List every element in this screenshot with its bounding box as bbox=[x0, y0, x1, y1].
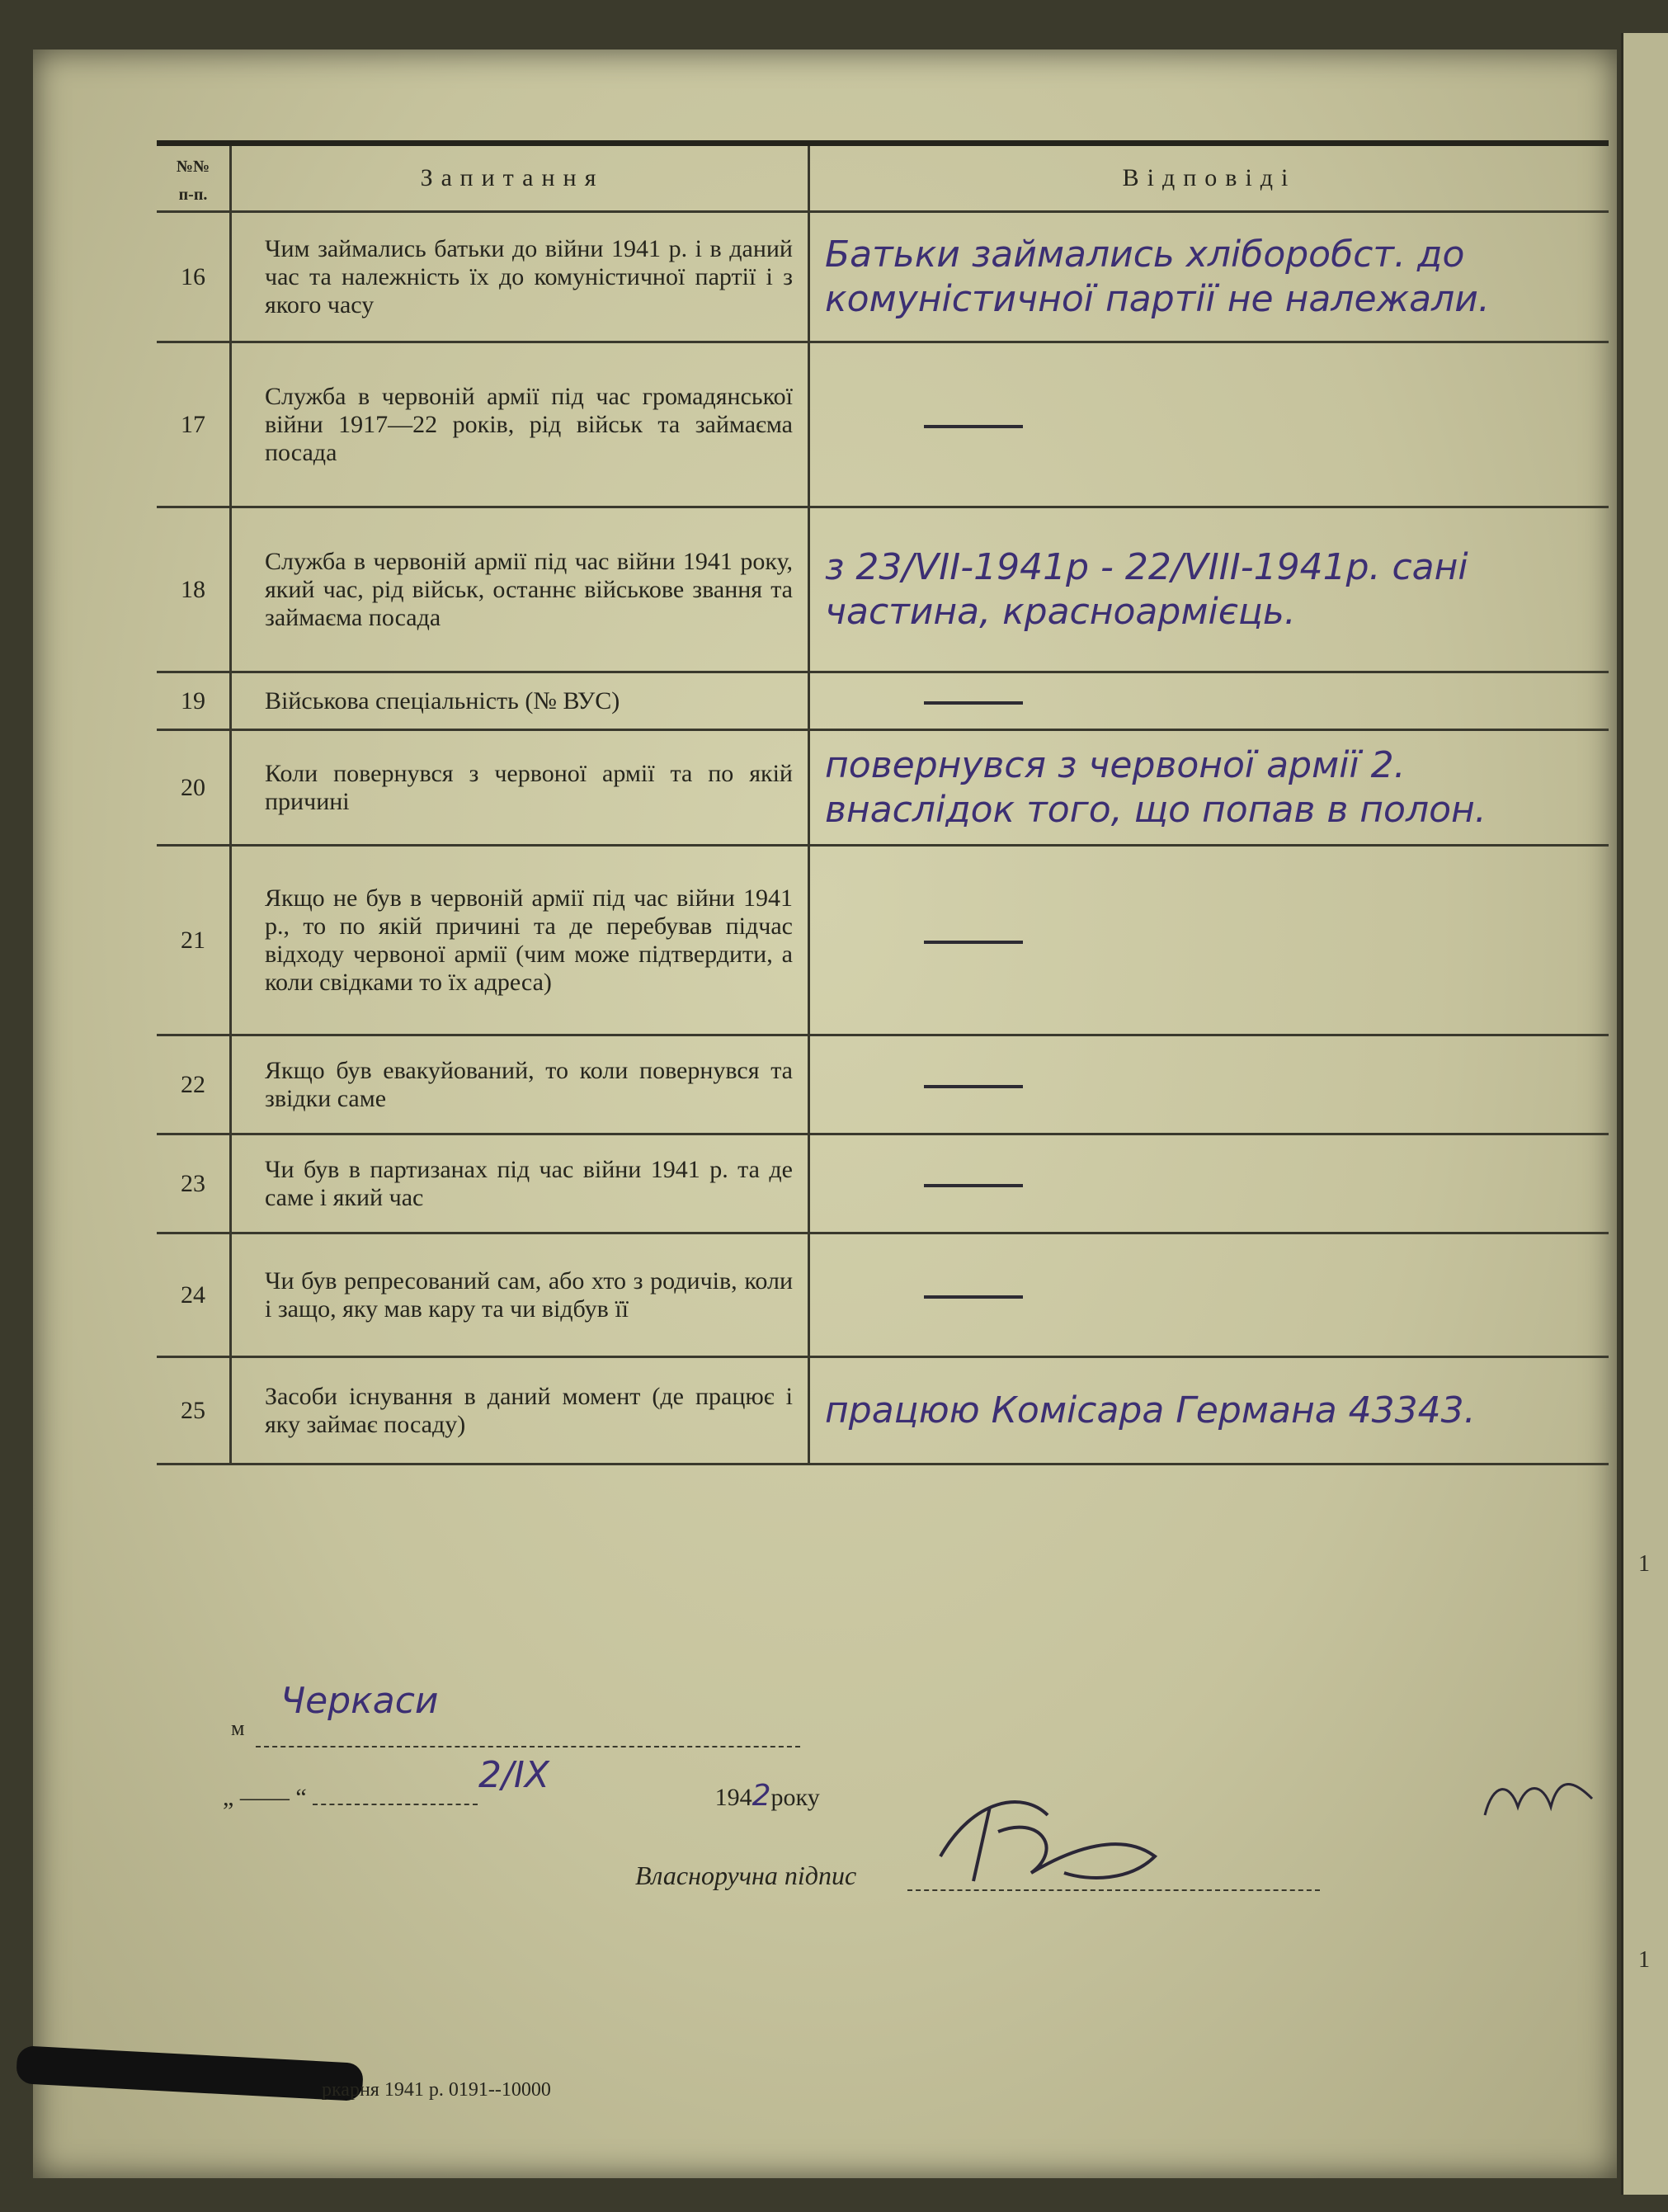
row-number: 20 bbox=[157, 730, 231, 846]
handwritten-initials bbox=[1477, 1766, 1600, 1840]
row-number: 25 bbox=[157, 1357, 231, 1464]
row-question: Чи був репресований сам, або хто з родичів, коли і защо, яку мав кару та чи відбув її bbox=[231, 1233, 809, 1357]
number-column-header: №№ п-п. bbox=[157, 144, 231, 212]
answer-column-header: Відповіді bbox=[809, 144, 1609, 212]
row-number: 21 bbox=[157, 846, 231, 1035]
row-number: 17 bbox=[157, 342, 231, 507]
row-question: Служба в червоній армії під час війни 1941 року, який час, рід військ, останнє військове звання та займаєма посада bbox=[231, 507, 809, 672]
question-column-header: Запитання bbox=[231, 144, 809, 212]
signature-label: Власноручна підпис bbox=[635, 1861, 857, 1890]
answer-handwritten: з 23/VII-1941р - 22/VIII-1941р. сані частина, красноармієць. bbox=[825, 545, 1468, 633]
city-prefix: м bbox=[231, 1716, 245, 1740]
row-number: 16 bbox=[157, 212, 231, 342]
row-question: Якщо був евакуйований, то коли повернувся та звідки саме bbox=[231, 1035, 809, 1134]
row-question: Чим займались батьки до війни 1941 р. і в даний час та належність їх до комуністичної партії і з якого часу bbox=[231, 212, 809, 342]
date-quote: „ —— “ bbox=[223, 1784, 307, 1811]
answer-handwritten: працюю Комісара Германа 43343. bbox=[825, 1389, 1476, 1431]
pen-object bbox=[16, 2045, 364, 2101]
row-question: Служба в червоній армії під час громадянської війни 1917—22 років, рід військ та займаєма посада bbox=[231, 342, 809, 507]
row-number: 24 bbox=[157, 1233, 231, 1357]
year-handwritten: 2 bbox=[752, 1779, 771, 1813]
adjacent-page-edge: 1 1 bbox=[1621, 33, 1668, 2195]
row-number: 19 bbox=[157, 672, 231, 730]
row-question: Засоби існування в даний момент (де працює і яку займає посаду) bbox=[231, 1357, 809, 1464]
row-number: 22 bbox=[157, 1035, 231, 1134]
row-question: Якщо не був в червоній армії під час війни 1941 р., то по якій причині та де перебував підчас відходу червоної армії (чим може підтвердити, а коли свідками то їх адреса) bbox=[231, 846, 809, 1035]
answer-handwritten: Батьки займались хліборобст. до комуністичної партії не належали. bbox=[825, 233, 1490, 320]
handwritten-signature bbox=[924, 1782, 1171, 1906]
row-number: 18 bbox=[157, 507, 231, 672]
printer-imprint: ркарня 1941 р. 0191--10000 bbox=[322, 2079, 551, 2101]
year-print: 194 bbox=[714, 1784, 752, 1811]
row-question: Коли повернувся з червоної армії та по якій причині bbox=[231, 730, 809, 846]
row-number: 23 bbox=[157, 1134, 231, 1233]
answer-handwritten: повернувся з червоної армії 2. внаслідок того, що попав в полон. bbox=[825, 743, 1487, 831]
row-question: Чи був в партизанах під час війни 1941 р. та де саме і який час bbox=[231, 1134, 809, 1233]
year-suffix: року bbox=[770, 1784, 820, 1811]
date-handwritten: 2/IX bbox=[478, 1754, 549, 1796]
row-question: Військова спеціальність (№ ВУС) bbox=[231, 672, 809, 730]
city-handwritten: Черкаси bbox=[280, 1680, 439, 1722]
